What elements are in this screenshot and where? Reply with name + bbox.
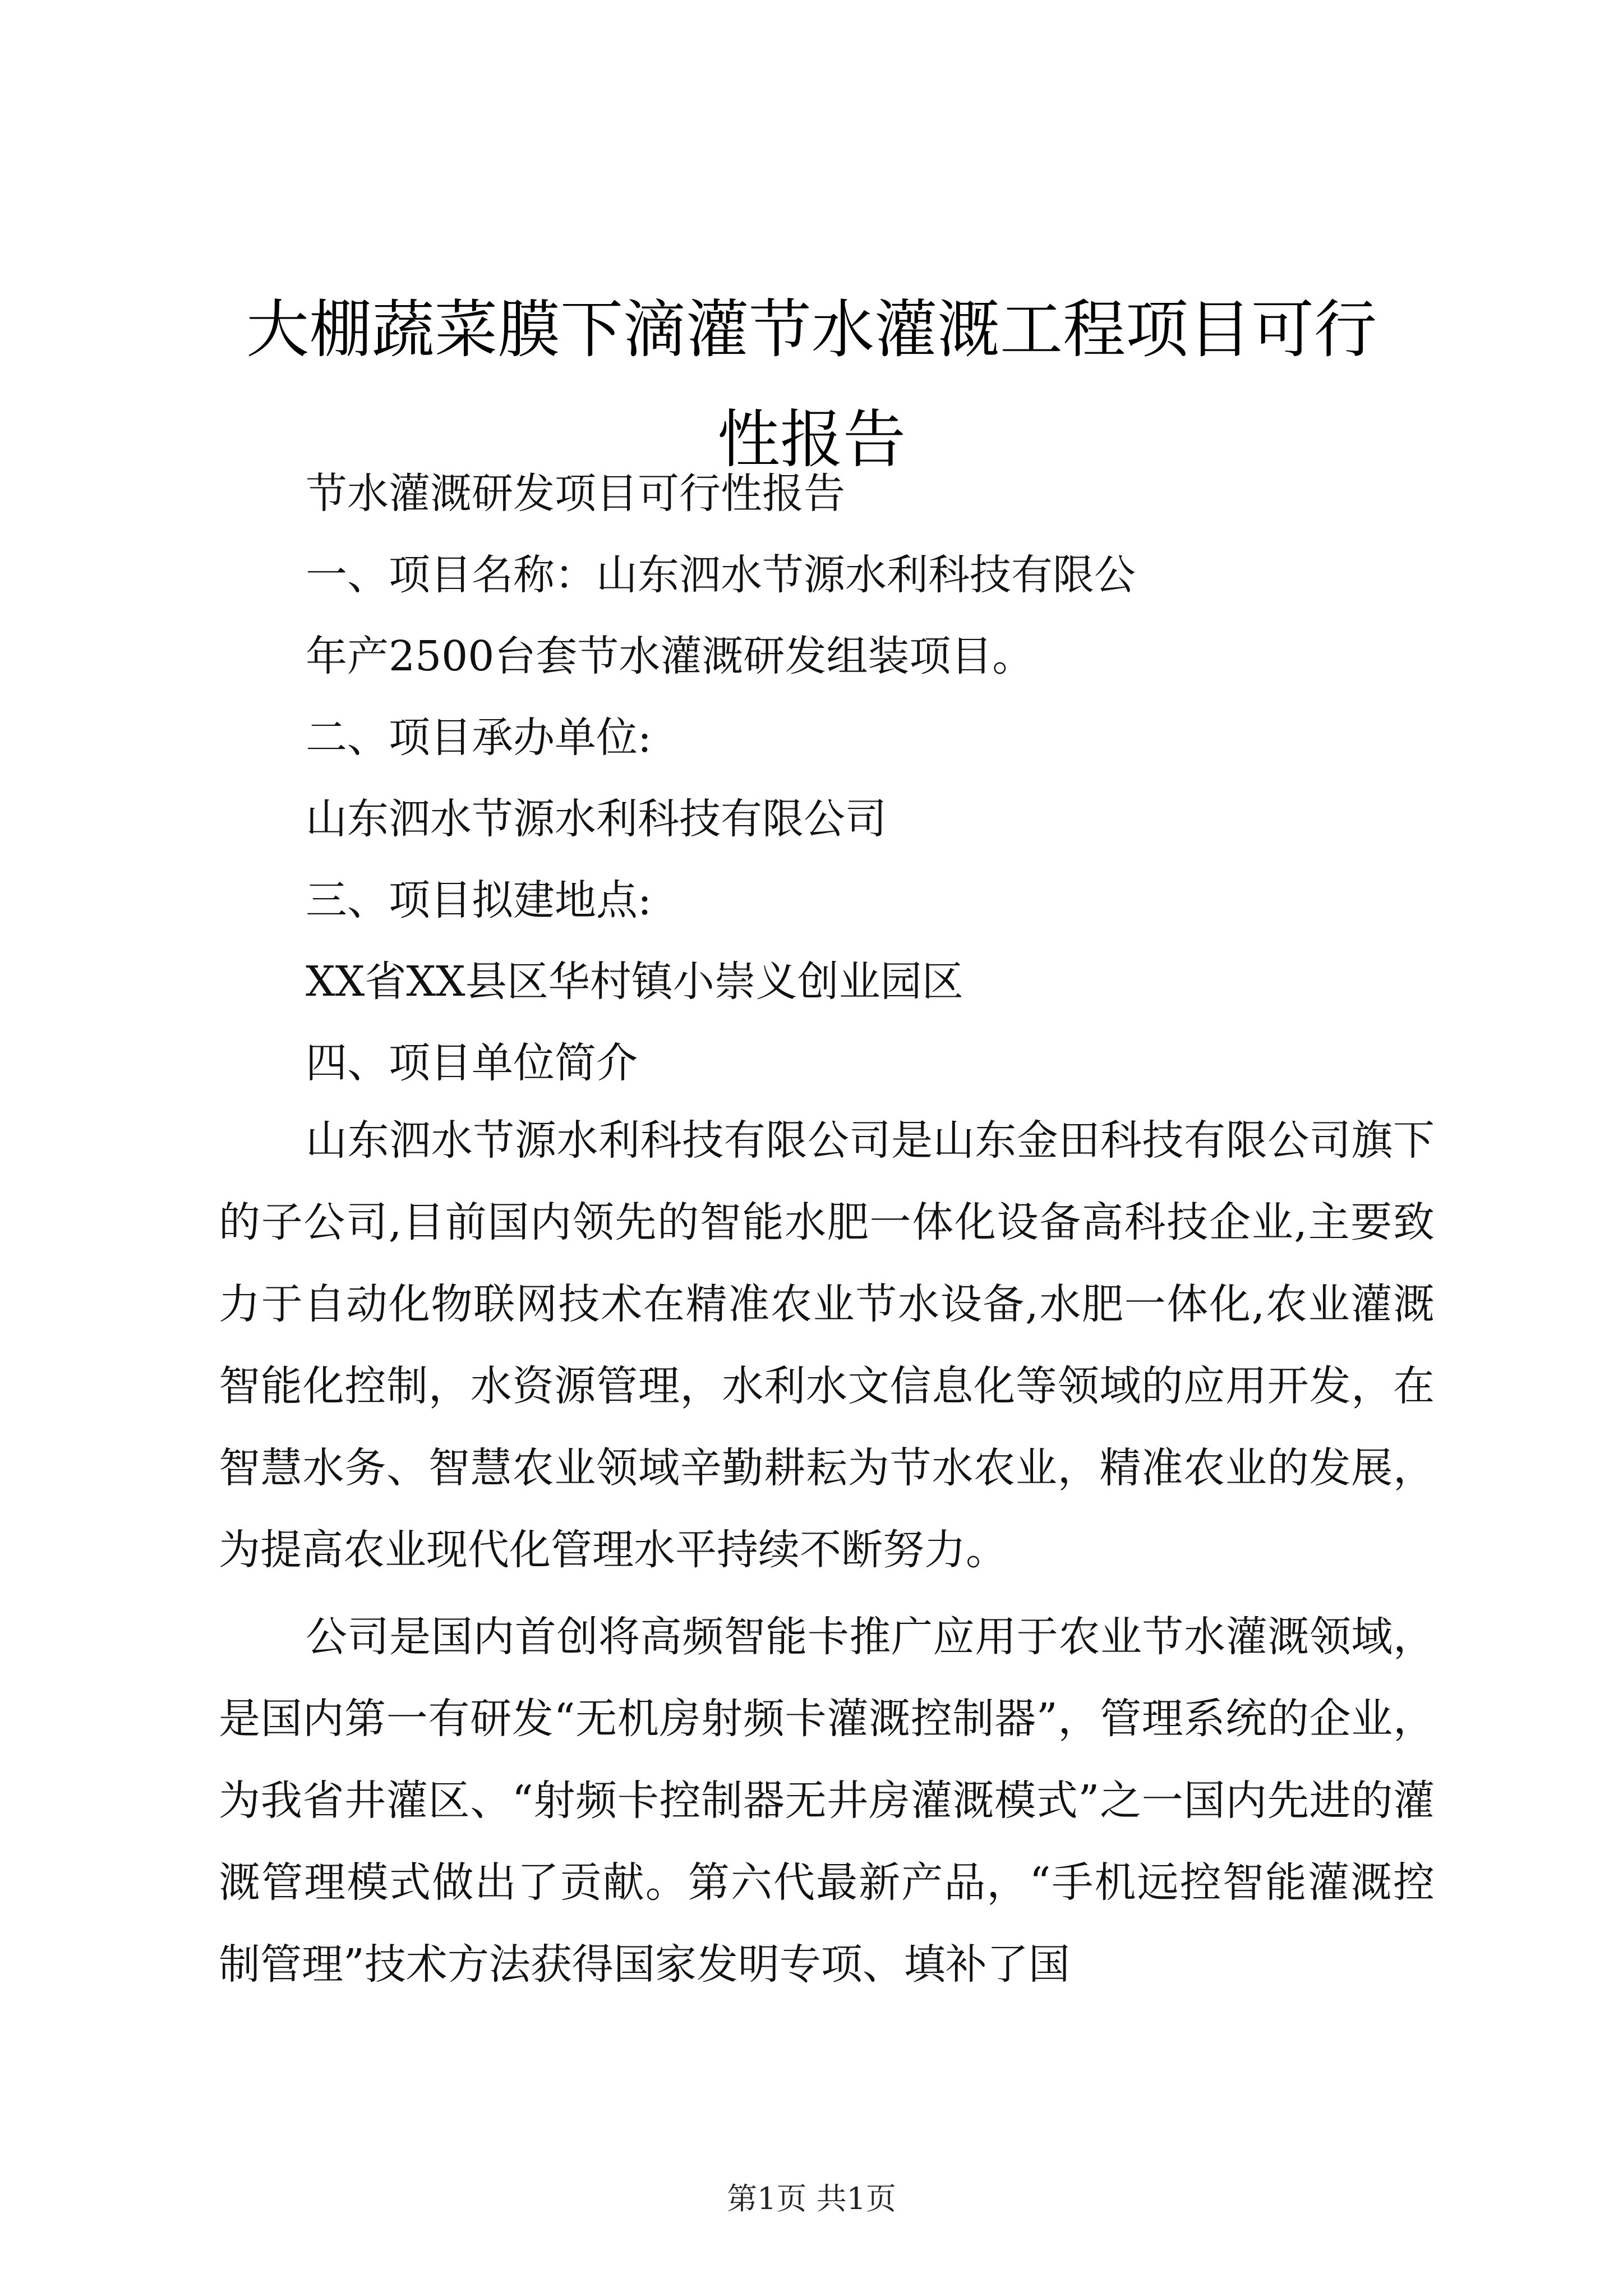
location-value: XX省XX县区华村镇小崇义创业园区 [306,958,963,1006]
project-name-line: 一、项目名称：山东泗水节源水利科技有限公 [306,551,1136,599]
project-name-continued-line: 年产2500台套节水灌溉研发组装项目。 [306,632,1034,680]
unit-intro-heading: 四、项目单位简介 [306,1039,638,1087]
document-title: 大棚蔬菜膜下滴灌节水灌溉工程项目可行性报告 [246,293,1377,476]
company-achievements-paragraph: 公司是国内首创将高频智能卡推广应用于农业节水灌溉领域，是国内第一有研发“无机房射频卡灌溉控制器”，管理系统的企业，为我省井灌区、“射频卡控制器无井房灌溉模式”之一国内先进的灌溉管理模式做出了贡献。第六代最新产品，“手机远控智能灌溉控制管理”技术方法获得国家发明专项、填补了国 [219,1613,1435,1989]
location-heading: 三、项目拟建地点: [306,876,652,924]
undertaking-unit-heading: 二、项目承办单位: [306,714,652,762]
subtitle-line: 节水灌溉研发项目可行性报告 [306,470,845,518]
unit-intro-paragraph: 山东泗水节源水利科技有限公司是山东金田科技有限公司旗下的子公司,目前国内领先的智能水肥一体化设备高科技企业,主要致力于自动化物联网技术在精准农业节水设备,水肥一体化,农业灌溉智能化控制，水资源管理，水利水文信息化等领域的应用开发，在智慧水务、智慧农业领域辛勤耕耘为节水农业，精准农业的发展，为提高农业现代化管理水平持续不断努力。 [219,1116,1435,1574]
undertaking-unit-name: 山东泗水节源水利科技有限公司 [306,795,887,843]
page-footer: 第1页 共1页 [727,2181,896,2216]
